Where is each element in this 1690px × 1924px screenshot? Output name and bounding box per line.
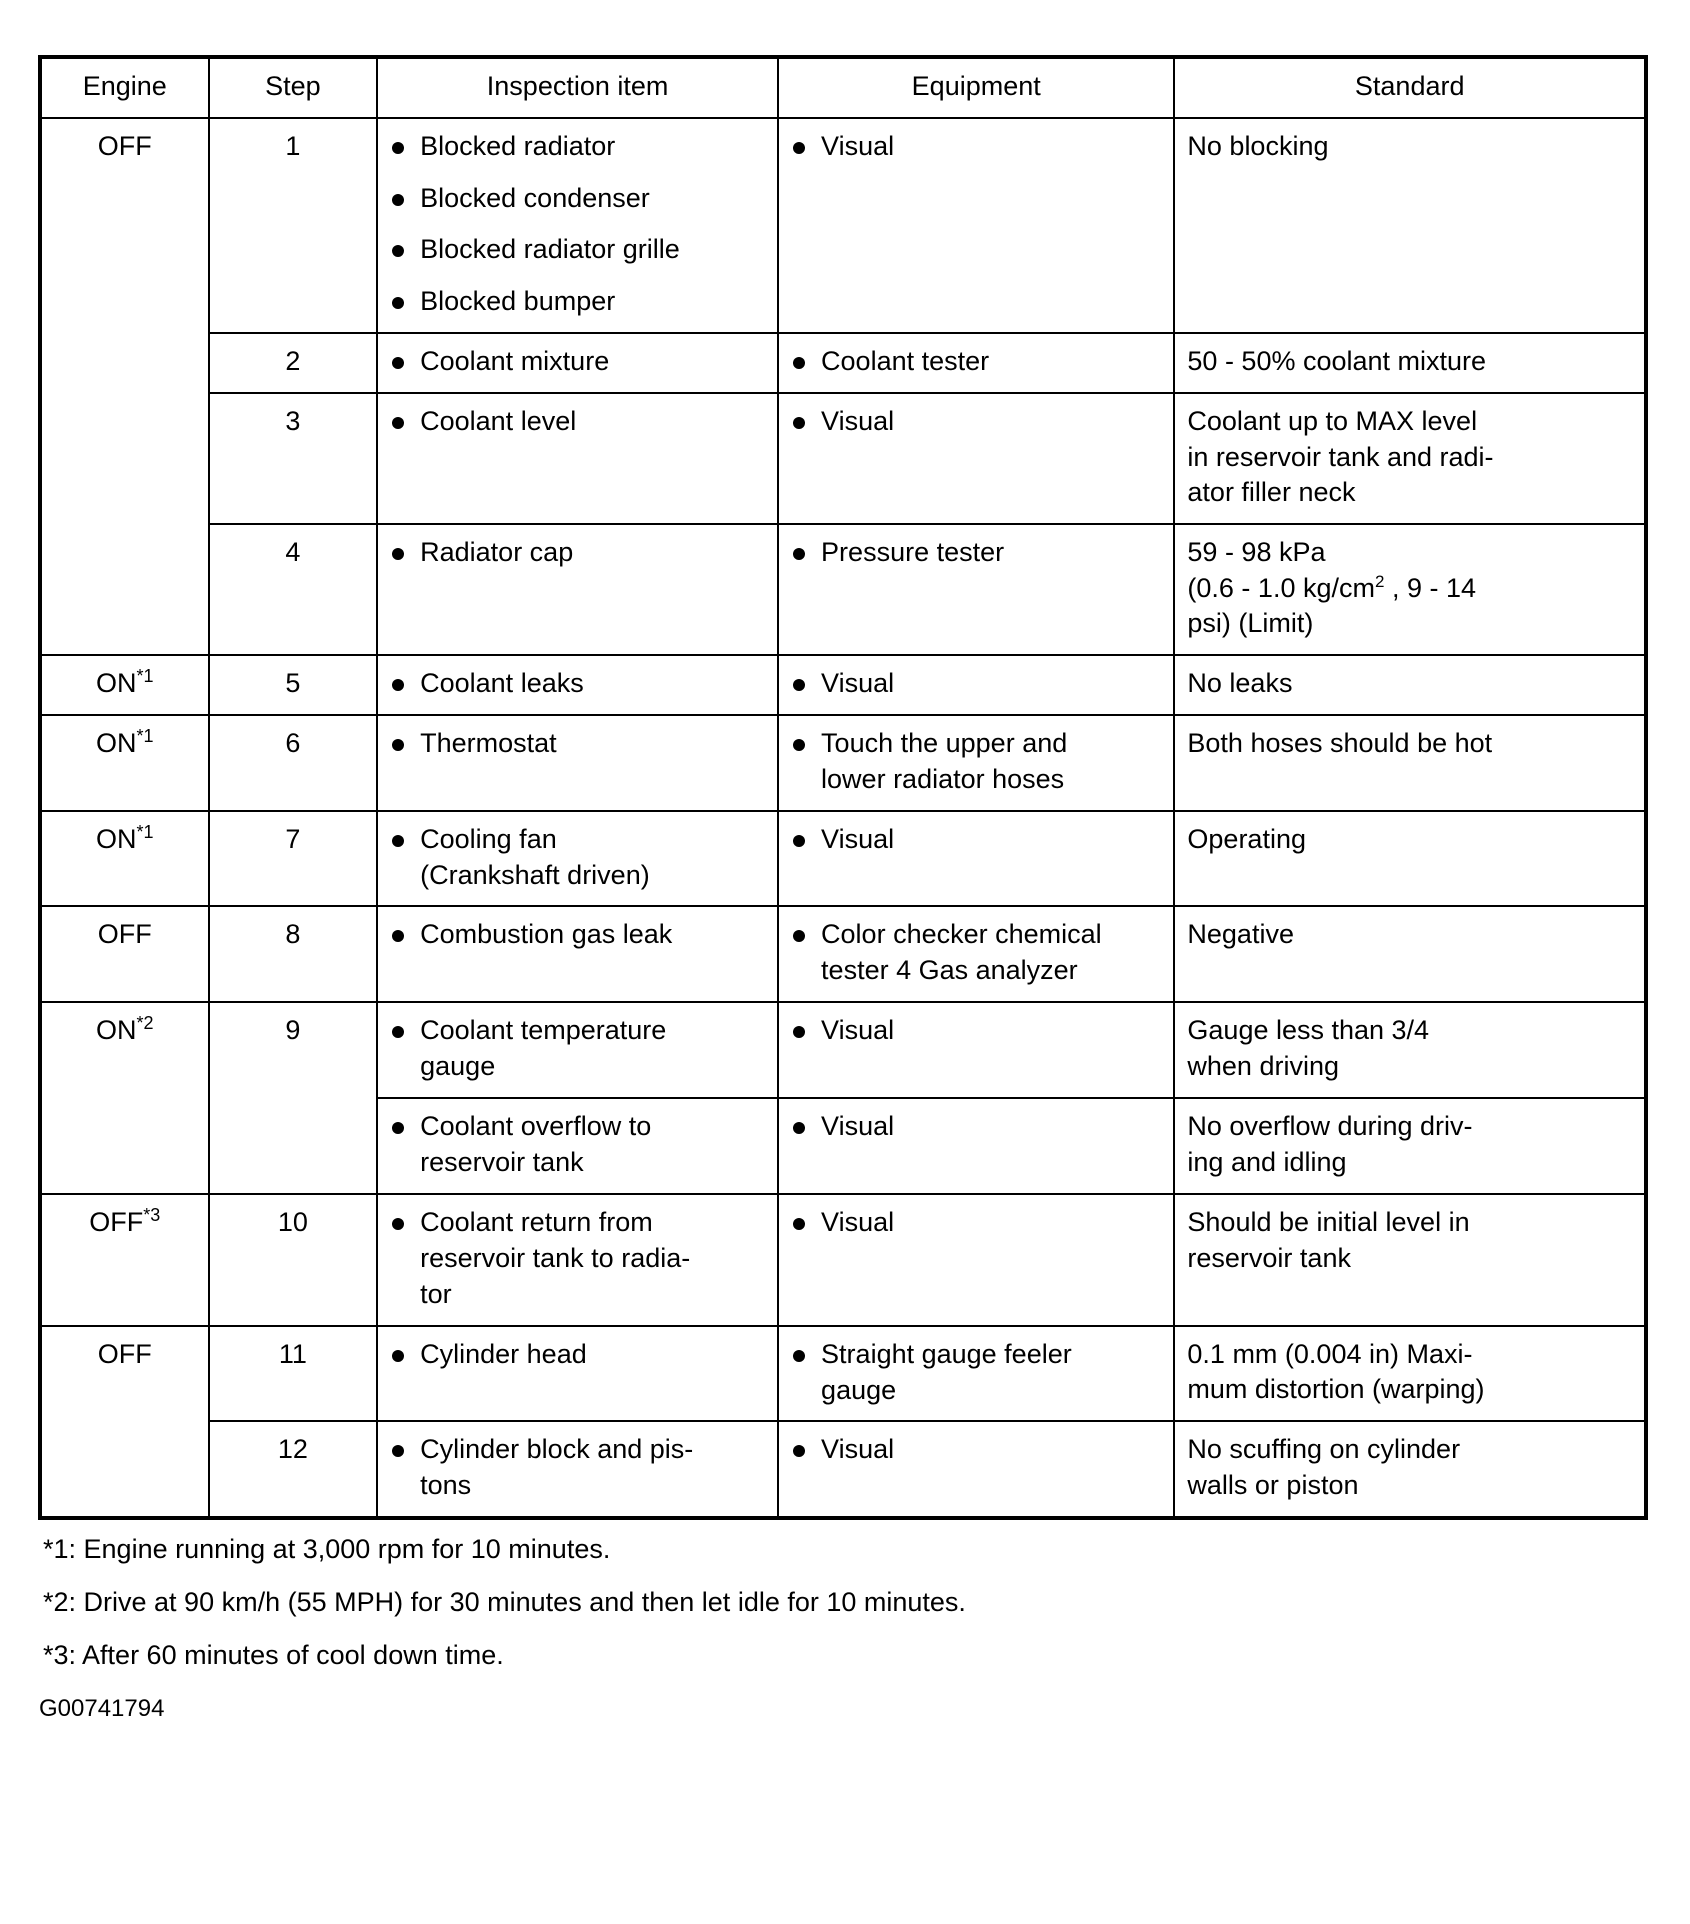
cell-inspection-item: [377, 118, 778, 334]
bullet-dot-icon: [793, 417, 805, 429]
engine-state-footnote-marker: *1: [136, 665, 154, 686]
cell-engine-state: [40, 1194, 209, 1326]
cell-step-number: 3: [209, 393, 378, 524]
inspection-item-entry: [390, 917, 765, 953]
cell-equipment: [778, 333, 1174, 393]
inspection-item-entry: [390, 232, 765, 268]
bullet-line: Blocked radiator grille: [420, 234, 680, 265]
superscript-two: 2: [1374, 571, 1385, 591]
bullet-line: Touch the upper and: [821, 727, 1068, 758]
cell-step-number: 12: [209, 1421, 378, 1518]
bullet-line: Blocked radiator: [420, 130, 616, 161]
bullet-list: [791, 1432, 1161, 1468]
equipment-entry: [791, 1337, 1161, 1409]
footnotes: [43, 1536, 1645, 1669]
cell-step-number: 4: [209, 524, 378, 655]
bullet-dot-icon: [793, 739, 805, 751]
cell-inspection-item: [377, 1002, 778, 1098]
bullet-list: [390, 1205, 765, 1313]
standard-line: in reservoir tank and radi-: [1187, 441, 1494, 472]
cell-inspection-item: [377, 333, 778, 393]
table-row: [40, 524, 1646, 655]
bullet-list: [390, 535, 765, 571]
standard-line: No leaks: [1187, 667, 1293, 698]
table-row: [40, 118, 1646, 334]
equipment-entry: [791, 404, 1161, 440]
bullet-list: [791, 404, 1161, 440]
bullet-line: tester 4 Gas analyzer: [821, 955, 1078, 986]
cell-step-number: 7: [209, 811, 378, 907]
cell-equipment: [778, 118, 1174, 334]
footnote-3: *3: After 60 minutes of cool down time.: [43, 1640, 504, 1671]
equipment-entry: [791, 129, 1161, 165]
cell-inspection-item: [377, 715, 778, 811]
bullet-list: [390, 1337, 765, 1373]
table-row: [40, 906, 1646, 1002]
bullet-dot-icon: [392, 930, 404, 942]
cell-step-number: 1: [209, 118, 378, 334]
standard-line: 0.1 mm (0.004 in) Maxi-: [1187, 1338, 1473, 1369]
table-body: [40, 118, 1646, 1519]
bullet-line: Coolant level: [420, 406, 577, 437]
bullet-dot-icon: [392, 1026, 404, 1038]
bullet-dot-icon: [793, 1445, 805, 1457]
engine-state-footnote-marker: *3: [143, 1204, 161, 1225]
standard-line: Operating: [1187, 823, 1306, 854]
equipment-entry: [791, 344, 1161, 380]
inspection-item-entry: [390, 822, 765, 894]
bullet-dot-icon: [392, 679, 404, 691]
cell-equipment: [778, 1194, 1174, 1326]
standard-line: Both hoses should be hot: [1187, 727, 1493, 758]
inspection-item-entry: [390, 129, 765, 165]
cell-engine-state: [40, 715, 209, 811]
bullet-dot-icon: [392, 297, 404, 309]
bullet-line: Visual: [821, 1015, 895, 1046]
cell-engine-state: [40, 118, 209, 655]
inspection-item-entry: [390, 726, 765, 762]
cell-inspection-item: [377, 524, 778, 655]
equipment-entry: [791, 726, 1161, 798]
cell-inspection-item: [377, 393, 778, 524]
bullet-line: Visual: [821, 1206, 895, 1237]
engine-state-label: OFF: [97, 1338, 152, 1369]
cooling-system-inspection-table: [38, 55, 1648, 1520]
cell-equipment: [778, 1421, 1174, 1518]
bullet-dot-icon: [392, 194, 404, 206]
cell-engine-state: [40, 811, 209, 907]
bullet-line: Color checker chemical: [821, 919, 1102, 950]
cell-standard: [1174, 1421, 1646, 1518]
table-row: [40, 1194, 1646, 1326]
bullet-line: Coolant return from: [420, 1206, 653, 1237]
standard-line: Coolant up to MAX level: [1187, 406, 1478, 437]
bullet-list: [791, 1109, 1161, 1145]
standard-line: psi) (Limit): [1187, 608, 1314, 639]
bullet-dot-icon: [793, 1218, 805, 1230]
bullet-list: [390, 404, 765, 440]
bullet-list: [791, 726, 1161, 798]
cell-standard: [1174, 333, 1646, 393]
engine-state-label: ON: [96, 823, 137, 854]
standard-line: 59 - 98 kPa: [1187, 537, 1326, 568]
standard-line: 50 - 50% coolant mixture: [1187, 346, 1487, 377]
table-row: [40, 1002, 1646, 1098]
standard-line: No blocking: [1187, 130, 1329, 161]
bullet-dot-icon: [793, 835, 805, 847]
bullet-dot-icon: [392, 548, 404, 560]
column-header-engine: Engine: [40, 57, 209, 118]
cell-engine-state: [40, 1002, 209, 1194]
bullet-list: [390, 1432, 765, 1504]
inspection-item-entry: [390, 1205, 765, 1313]
cell-standard: [1174, 118, 1646, 334]
cell-step-number: 8: [209, 906, 378, 1002]
bullet-list: [390, 1109, 765, 1181]
standard-line: (0.6 - 1.0 $kg/cm^2$ , 9 - 14: [1187, 571, 1476, 603]
bullet-list: [390, 917, 765, 953]
table-row: [40, 393, 1646, 524]
engine-state-label: ON: [96, 667, 137, 698]
cell-equipment: [778, 811, 1174, 907]
cell-equipment: [778, 393, 1174, 524]
inspection-item-entry: [390, 1109, 765, 1181]
standard-line: reservoir tank: [1187, 1242, 1351, 1273]
bullet-line: reservoir tank: [420, 1146, 584, 1177]
bullet-line: Cylinder head: [420, 1338, 587, 1369]
cell-engine-state: [40, 906, 209, 1002]
cell-standard: [1174, 1098, 1646, 1194]
equipment-entry: [791, 1013, 1161, 1049]
standard-line: when driving: [1187, 1050, 1339, 1081]
cell-inspection-item: [377, 1194, 778, 1326]
engine-state-label: ON: [96, 1015, 137, 1046]
standard-line: walls or piston: [1187, 1470, 1359, 1501]
footnote-2: *2: Drive at 90 km/h (55 MPH) for 30 minutes and then let idle for 10 minutes.: [43, 1587, 966, 1618]
bullet-line: lower radiator hoses: [821, 763, 1065, 794]
bullet-line: Coolant mixture: [420, 346, 610, 377]
cell-standard: [1174, 655, 1646, 715]
header-row: [40, 57, 1646, 118]
inspection-item-entry: [390, 535, 765, 571]
engine-state-label: OFF: [97, 130, 152, 161]
bullet-list: [390, 344, 765, 380]
table-row: [40, 655, 1646, 715]
cell-step-number: 2: [209, 333, 378, 393]
standard-line: mum distortion (warping): [1187, 1374, 1485, 1405]
cell-inspection-item: [377, 655, 778, 715]
bullet-dot-icon: [793, 548, 805, 560]
bullet-list: [390, 666, 765, 702]
bullet-dot-icon: [392, 142, 404, 154]
bullet-list: [791, 1205, 1161, 1241]
inspection-item-entry: [390, 1337, 765, 1373]
bullet-line: Coolant overflow to: [420, 1111, 652, 1142]
bullet-line: Blocked condenser: [420, 182, 650, 213]
cell-step-number: 9: [209, 1002, 378, 1194]
bullet-list: [390, 726, 765, 762]
bullet-list: [791, 535, 1161, 571]
inspection-item-entry: [390, 666, 765, 702]
bullet-line: Coolant temperature: [420, 1015, 667, 1046]
bullet-list: [791, 822, 1161, 858]
bullet-list: [791, 666, 1161, 702]
cell-step-number: 11: [209, 1326, 378, 1422]
standard-line: No scuffing on cylinder: [1187, 1434, 1461, 1465]
bullet-dot-icon: [793, 1350, 805, 1362]
table-row: [40, 811, 1646, 907]
cell-step-number: 6: [209, 715, 378, 811]
cell-standard: [1174, 906, 1646, 1002]
standard-line: Should be initial level in: [1187, 1206, 1470, 1237]
engine-state-footnote-marker: *2: [136, 1013, 154, 1034]
bullet-list: [791, 917, 1161, 989]
cell-standard: [1174, 524, 1646, 655]
cell-inspection-item: [377, 906, 778, 1002]
cell-equipment: [778, 524, 1174, 655]
inspection-item-entry: [390, 404, 765, 440]
bullet-line: Thermostat: [420, 727, 557, 758]
column-header-equipment: Equipment: [778, 57, 1174, 118]
cell-engine-state: [40, 655, 209, 715]
bullet-line: Blocked bumper: [420, 286, 616, 317]
bullet-line: Combustion gas leak: [420, 919, 673, 950]
bullet-line: Visual: [821, 406, 895, 437]
standard-line: Negative: [1187, 919, 1294, 950]
bullet-line: Visual: [821, 1434, 895, 1465]
footnote-1: *1: Engine running at 3,000 rpm for 10 minutes.: [43, 1534, 611, 1565]
cell-engine-state: [40, 1326, 209, 1519]
engine-state-footnote-marker: *1: [136, 821, 154, 842]
column-header-standard: Standard: [1174, 57, 1646, 118]
standard-line: Gauge less than 3/4: [1187, 1015, 1430, 1046]
bullet-list: [791, 1337, 1161, 1409]
bullet-dot-icon: [392, 1445, 404, 1457]
equipment-entry: [791, 1109, 1161, 1145]
engine-state-label: OFF: [89, 1206, 144, 1237]
bullet-list: [791, 129, 1161, 165]
cell-inspection-item: [377, 811, 778, 907]
bullet-line: Coolant tester: [821, 346, 990, 377]
inspection-item-entry: [390, 344, 765, 380]
bullet-dot-icon: [392, 1122, 404, 1134]
inspection-item-entry: [390, 1432, 765, 1504]
cell-standard: [1174, 1194, 1646, 1326]
cell-step-number: 5: [209, 655, 378, 715]
cell-step-number: 10: [209, 1194, 378, 1326]
equipment-entry: [791, 1205, 1161, 1241]
bullet-line: Pressure tester: [821, 537, 1005, 568]
inspection-item-entry: [390, 1013, 765, 1085]
bullet-line: Radiator cap: [420, 537, 574, 568]
bullet-line: Visual: [821, 667, 895, 698]
equipment-entry: [791, 666, 1161, 702]
cell-inspection-item: [377, 1421, 778, 1518]
equipment-entry: [791, 1432, 1161, 1468]
bullet-line: (Crankshaft driven): [420, 859, 650, 890]
inspection-item-entry: [390, 181, 765, 217]
bullet-line: tor: [420, 1278, 452, 1309]
bullet-line: Cylinder block and pis-: [420, 1434, 694, 1465]
cell-equipment: [778, 715, 1174, 811]
cell-standard: [1174, 811, 1646, 907]
table-header: [40, 57, 1646, 118]
bullet-dot-icon: [392, 835, 404, 847]
bullet-list: [390, 129, 765, 321]
cell-standard: [1174, 393, 1646, 524]
bullet-dot-icon: [392, 417, 404, 429]
table-row: [40, 1326, 1646, 1422]
table-row: [40, 1421, 1646, 1518]
standard-line: ing and idling: [1187, 1146, 1347, 1177]
bullet-line: Visual: [821, 823, 895, 854]
cell-standard: [1174, 1326, 1646, 1422]
bullet-line: Cooling fan: [420, 823, 557, 854]
bullet-line: Straight gauge feeler: [821, 1338, 1072, 1369]
equipment-entry: [791, 822, 1161, 858]
bullet-list: [390, 1013, 765, 1085]
standard-line: No overflow during driv-: [1187, 1111, 1473, 1142]
table-row: [40, 333, 1646, 393]
engine-state-label: ON: [96, 727, 137, 758]
engine-state-label: OFF: [97, 919, 152, 950]
cell-equipment: [778, 1098, 1174, 1194]
bullet-line: gauge: [821, 1374, 897, 1405]
bullet-dot-icon: [392, 357, 404, 369]
bullet-line: Visual: [821, 130, 895, 161]
bullet-dot-icon: [392, 245, 404, 257]
cell-equipment: [778, 655, 1174, 715]
cell-equipment: [778, 906, 1174, 1002]
bullet-line: Coolant leaks: [420, 667, 584, 698]
equipment-entry: [791, 917, 1161, 989]
bullet-line: Visual: [821, 1111, 895, 1142]
bullet-dot-icon: [392, 739, 404, 751]
cell-inspection-item: [377, 1098, 778, 1194]
equipment-entry: [791, 535, 1161, 571]
bullet-dot-icon: [793, 930, 805, 942]
engine-state-footnote-marker: *1: [136, 725, 154, 746]
bullet-list: [390, 822, 765, 894]
bullet-dot-icon: [793, 357, 805, 369]
cell-standard: [1174, 1002, 1646, 1098]
bullet-dot-icon: [793, 1026, 805, 1038]
bullet-dot-icon: [392, 1350, 404, 1362]
column-header-step: Step: [209, 57, 378, 118]
cell-inspection-item: [377, 1326, 778, 1422]
bullet-line: reservoir tank to radia-: [420, 1242, 691, 1273]
cell-equipment: [778, 1002, 1174, 1098]
standard-line: ator filler neck: [1187, 477, 1356, 508]
bullet-list: [791, 1013, 1161, 1049]
bullet-line: gauge: [420, 1051, 496, 1082]
inspection-item-entry: [390, 284, 765, 320]
bullet-line: tons: [420, 1470, 472, 1501]
table-row: [40, 715, 1646, 811]
bullet-dot-icon: [392, 1218, 404, 1230]
column-header-inspection-item: Inspection item: [377, 57, 778, 118]
cell-equipment: [778, 1326, 1174, 1422]
document-id: G00741794: [39, 1695, 165, 1723]
bullet-dot-icon: [793, 142, 805, 154]
cell-standard: [1174, 715, 1646, 811]
bullet-dot-icon: [793, 679, 805, 691]
bullet-list: [791, 344, 1161, 380]
bullet-dot-icon: [793, 1122, 805, 1134]
